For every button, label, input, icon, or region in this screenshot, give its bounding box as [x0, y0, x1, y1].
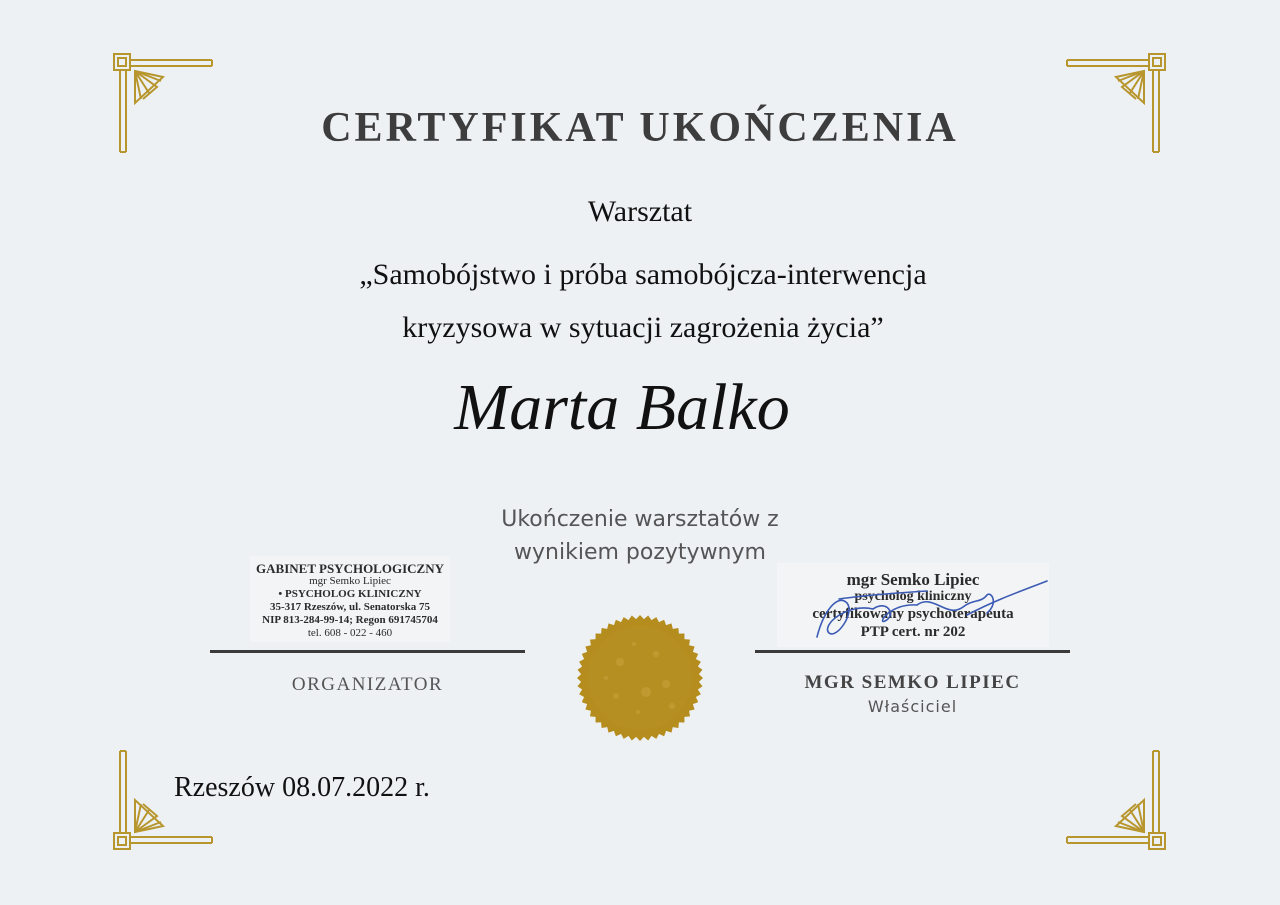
certificate-title: CERTYFIKAT UKOŃCZENIA	[321, 105, 959, 151]
owner-signature-line	[755, 650, 1070, 653]
stamp-line: psycholog kliniczny	[854, 589, 972, 604]
organizer-stamp	[250, 556, 450, 642]
stamp-line: 35-317 Rzeszów, ul. Senatorska 75	[269, 601, 431, 613]
stamp-line: GABINET PSYCHOLOGICZNY	[256, 561, 444, 576]
corner-ornament-bottom-right	[1066, 750, 1166, 850]
workshop-title-line-1: „Samobójstwo i próba samobójcza-interwencja	[359, 258, 927, 291]
stamp-line: certyfikowany psychoterapeuta	[812, 606, 1014, 622]
result-line-1: Ukończenie warsztatów z	[501, 507, 779, 532]
gold-seal-icon	[576, 614, 704, 742]
stamp-line: mgr Semko Lipiec	[846, 570, 980, 589]
stamp-line: PTP cert. nr 202	[860, 624, 966, 640]
result-line-2: wynikiem pozytywnym	[514, 540, 766, 565]
owner-role: Właściciel	[867, 697, 958, 716]
owner-name: MGR SEMKO LIPIEC	[804, 672, 1021, 693]
stamp-line: NIP 813-284-99-14; Regon 691745704	[262, 614, 438, 626]
place-and-date: Rzeszów 08.07.2022 r.	[174, 772, 430, 803]
stamp-line: mgr Semko Lipiec	[309, 575, 391, 587]
recipient-name: Marta Balko	[454, 371, 790, 444]
stamp-line: tel. 608 - 022 - 460	[307, 627, 393, 639]
owner-stamp	[777, 563, 1049, 647]
workshop-label: Warsztat	[587, 195, 693, 228]
signature-mark	[777, 563, 1049, 647]
organizer-label: ORGANIZATOR	[291, 674, 444, 695]
workshop-title-line-2: kryzysowa w sytuacji zagrożenia życia”	[402, 311, 884, 344]
organizer-signature-line	[210, 650, 525, 653]
result-text	[0, 503, 1280, 569]
stamp-line: • PSYCHOLOG KLINICZNY	[278, 588, 422, 600]
corner-ornament-icon	[1066, 750, 1166, 850]
